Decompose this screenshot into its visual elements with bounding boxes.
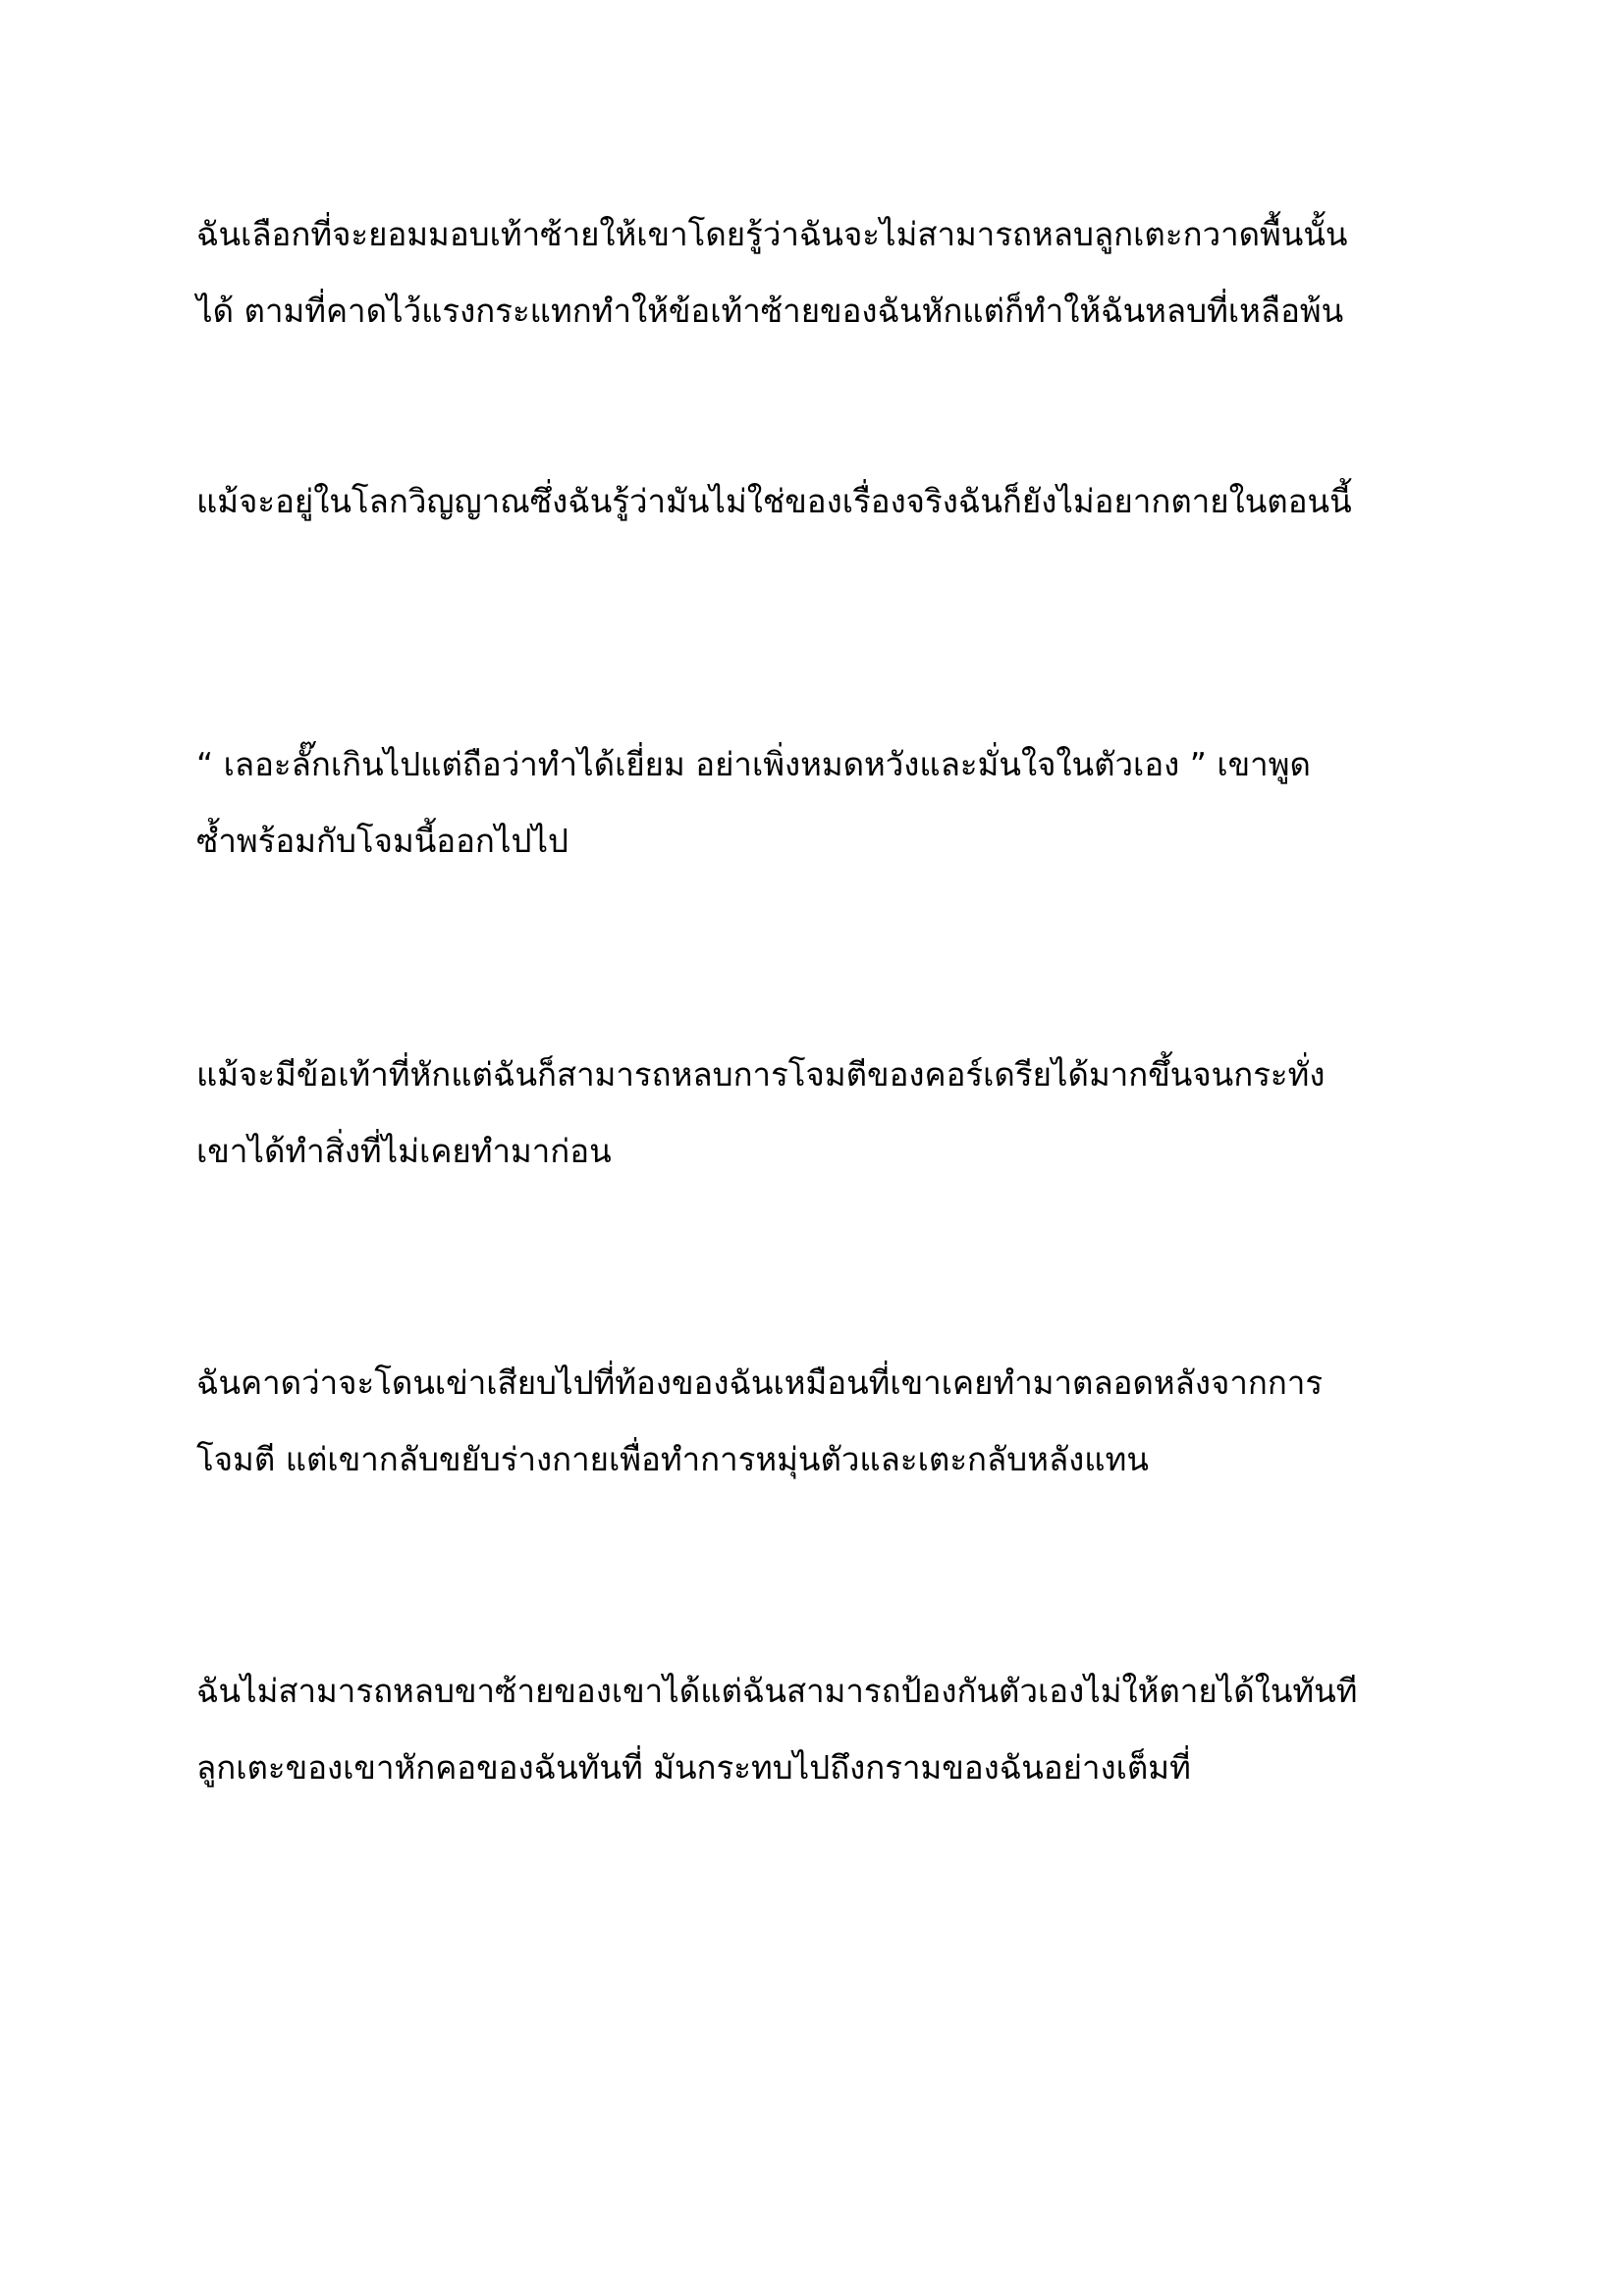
paragraph-line: ฉันเลือกที่จะยอมมอบเท้าซ้ายให้เขาโดยรู้ว่าฉันจะไม่สามารถหลบลูกเตะกวาดพื้นนั้น <box>196 215 1348 253</box>
paragraph-3 <box>196 726 1463 880</box>
paragraph-line: ซ้ำพร้อมกับโจมนี้ออกไปไป <box>196 822 568 860</box>
paragraph-line: เขาได้ทำสิ่งที่ไม่เคยทำมาก่อน <box>196 1132 612 1170</box>
paragraph-2 <box>196 463 1463 540</box>
paragraph-line: ลูกเตะของเขาหักคอของฉันทันที่ มันกระทบไปถึงกรามของฉันอย่างเต็มที่ <box>196 1748 1191 1787</box>
paragraph-line: ฉันไม่สามารถหลบขาซ้ายของเขาได้แต่ฉันสามารถป้องกันตัวเองไม่ให้ตายได้ในทันที <box>196 1672 1358 1710</box>
paragraph-line: แม้จะมีข้อเท้าที่หักแต่ฉันก็สามารถหลบการโจมตีของคอร์เดรียได้มากขึ้นจนกระทั่ง <box>196 1055 1326 1094</box>
paragraph-5 <box>196 1345 1463 1498</box>
paragraph-line: แม้จะอยู่ในโลกวิญญาณซึ่งฉันรู้ว่ามันไม่ใช่ของเรื่องจริงฉันก็ยังไม่อยากตายในตอนนี้ <box>196 482 1352 520</box>
paragraph-line: โจมตี แต่เขากลับขยับร่างกายเพื่อทำการหมุ่นตัวและเตะกลับหลังแทน <box>196 1440 1149 1478</box>
paragraph-line: “ เลอะลั๊กเกินไปแต่ถือว่าทำได้เยี่ยม อย่าเพิ่งหมดหวังและมั่นใจในตัวเอง ” เขาพูด <box>196 745 1311 783</box>
paragraph-6 <box>196 1653 1463 1806</box>
paragraph-line: ได้ ตามที่คาดไว้แรงกระแทกทำให้ข้อเท้าซ้ายของฉันหักแต่ก็ทำให้ฉันหลบที่เหลือพ้น <box>196 292 1344 330</box>
paragraph-line: ฉันคาดว่าจะโดนเข่าเสียบไปที่ท้องของฉันเหมือนที่เขาเคยทำมาตลอดหลังจากการ <box>196 1363 1324 1402</box>
paragraph-1 <box>196 196 1463 349</box>
paragraph-4 <box>196 1037 1463 1190</box>
